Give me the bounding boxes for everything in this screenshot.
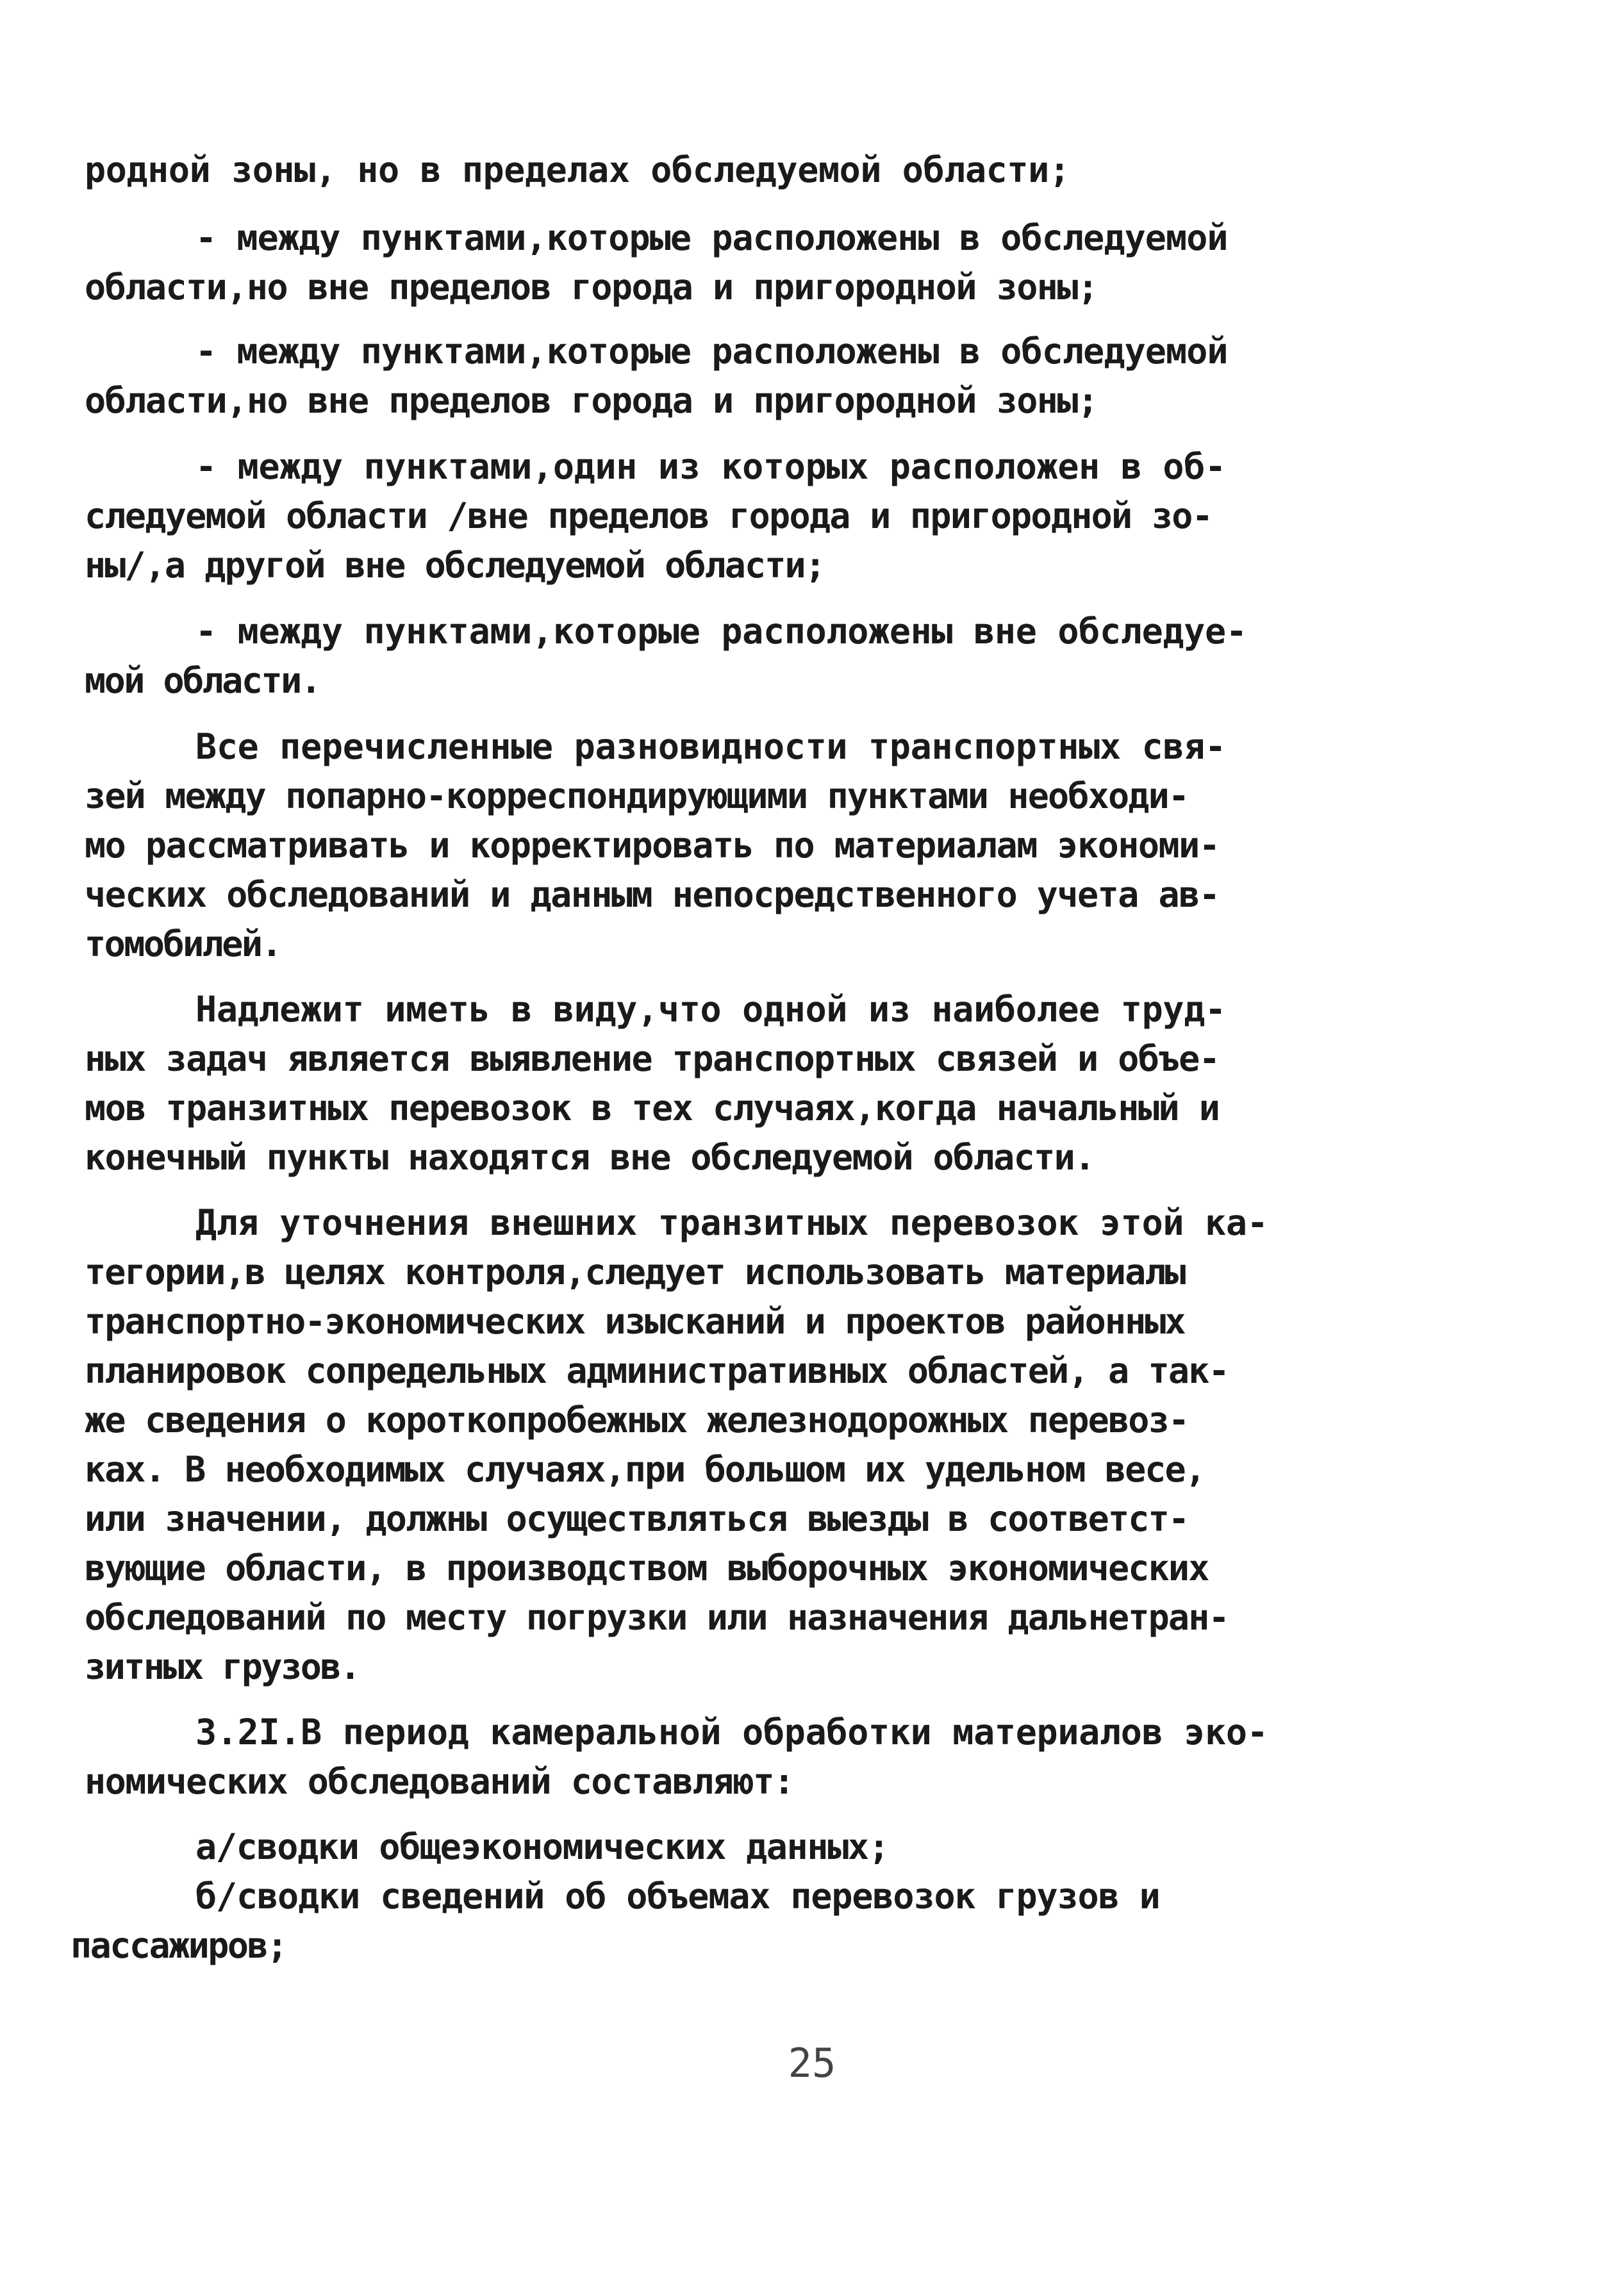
text-line: родной зоны, но в пределах обследуемой области; [85,149,1070,190]
text-line: ных задач является выявление транспортных связей и объе- [85,1038,1220,1079]
text-line: Надлежит иметь в виду,что одной из наиболее труд- [195,989,1226,1030]
text-line: транспортно-экономических изысканий и проектов районных [85,1301,1185,1342]
text-line: области,но вне пределов города и пригородной зоны; [85,380,1098,421]
text-line: конечный пункты находятся вне обследуемой области. [85,1137,1095,1178]
text-line: следуемой области /вне пределов города и пригородной зо- [85,495,1213,536]
text-line: б/сводки сведений об объемах перевозок грузов и [195,1876,1160,1917]
text-line: Для уточнения внешних транзитных перевозок этой ка- [195,1202,1268,1243]
text-line: ках. В необходимых случаях,при большом их удельном весе, [85,1449,1205,1490]
text-line: ны/,а другой вне обследуемой области; [85,545,825,586]
text-line: или значении, должны осуществляться выезды в соответст- [85,1498,1189,1539]
text-line: мов транзитных перевозок в тех случаях,когда начальный и [85,1087,1220,1128]
text-line: планировок сопредельных административных областей, а так- [85,1350,1229,1391]
text-line: Все перечисленные разновидности транспортных свя- [195,726,1226,767]
text-line: обследований по месту погрузки или назначения дальнетран- [85,1597,1229,1638]
text-line: - между пунктами,один из которых расположен в об- [195,446,1226,487]
text-line: же сведения о короткопробежных железнодорожных перевоз- [85,1400,1189,1441]
text-line: мо рассматривать и корректировать по материалам экономи- [85,825,1220,866]
page-number: 25 [788,2040,836,2086]
text-line: томобилей. [85,923,281,964]
text-line: пассажиров; [70,1925,286,1966]
text-line: а/сводки общеэкономических данных; [195,1826,889,1867]
text-line: тегории,в целях контроля,следует использовать материалы [85,1251,1185,1292]
text-line: - между пунктами,которые расположены в обследуемой [195,217,1228,258]
text-line: мой области. [85,660,320,701]
text-line: зей между попарно-корреспондирующими пунктами необходи- [85,775,1189,816]
text-line: 3.2I.В период камеральной обработки материалов эко- [195,1712,1268,1753]
text-line: - между пунктами,которые расположены в обследуемой [195,331,1228,372]
text-line: области,но вне пределов города и пригородной зоны; [85,267,1098,308]
text-line: вующие области, в производством выборочных экономических [85,1548,1209,1589]
text-line: - между пунктами,которые расположены вне обследуе- [195,611,1247,652]
text-line: номических обследований составляют: [85,1761,794,1802]
text-line: ческих обследований и данным непосредственного учета ав- [85,874,1220,915]
text-line: зитных грузов. [85,1646,360,1687]
